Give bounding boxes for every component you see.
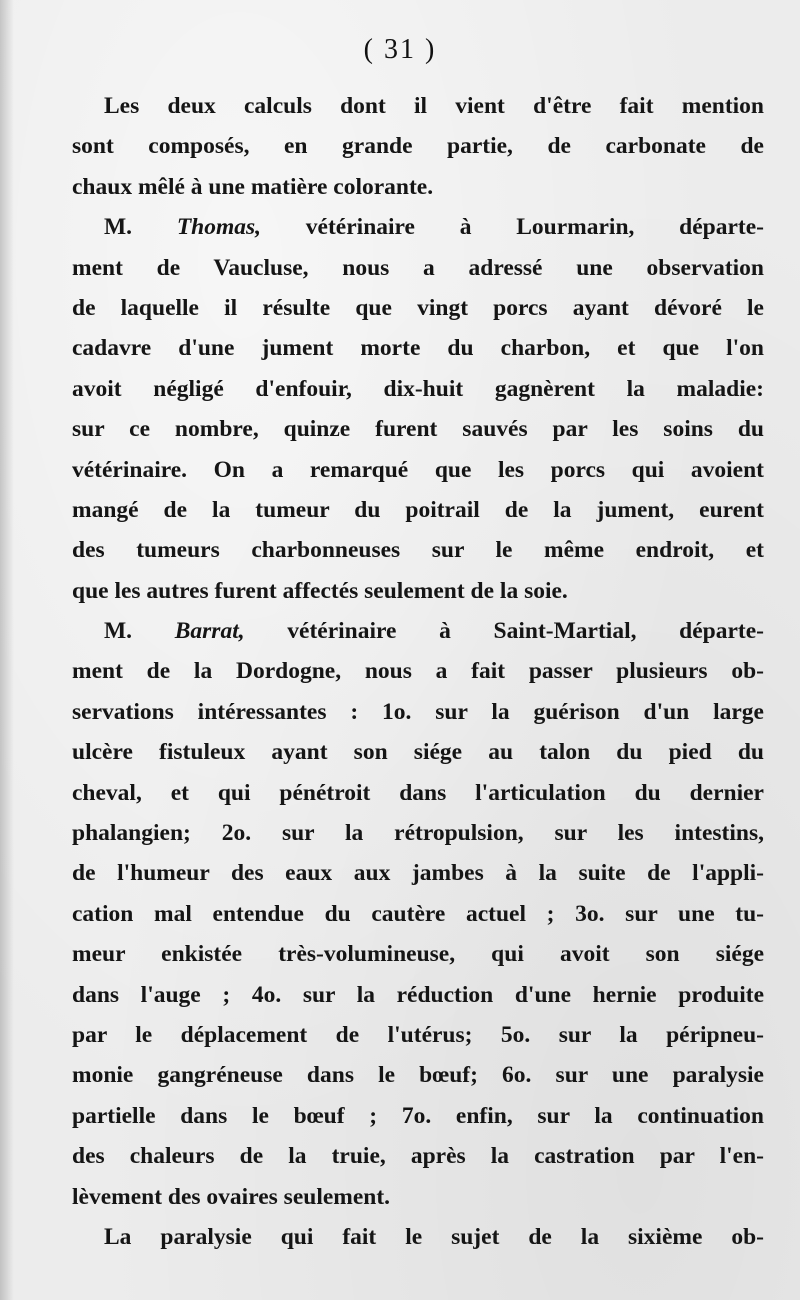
text-line: vétérinaire. On a remarqué que les porcs qui avoient: [72, 456, 764, 483]
text-line: [72, 207, 764, 247]
line-continuation: vétérinaire à Lourmarin, départe-: [261, 214, 764, 241]
text-line: dans l'auge ; 4o. sur la réduction d'une hernie produite: [72, 981, 764, 1008]
honorific: M.: [104, 214, 177, 241]
body-text: [72, 86, 764, 1257]
person-name-thomas: Thomas,: [176, 214, 262, 241]
text-line: Les deux calculs dont il vient d'être fait mention: [104, 93, 764, 119]
line-continuation: vétérinaire à Saint-Martial, départe-: [244, 618, 764, 645]
text-line: lèvement des ovaires seulement.: [72, 1183, 391, 1210]
text-line: ment de la Dordogne, nous a fait passer plusieurs ob-: [72, 658, 764, 685]
text-line: servations intéressantes : 1o. sur la guérison d'un large: [72, 698, 764, 725]
page-number: ( 31 ): [363, 34, 437, 65]
person-name-barrat: Barrat,: [174, 618, 245, 645]
text-line: sur ce nombre, quinze furent sauvés par les soins du: [72, 416, 764, 443]
text-line: [72, 611, 764, 651]
text-line: mangé de la tumeur du poitrail de la jument, eurent: [72, 496, 764, 523]
text-line: par le déplacement de l'utérus; 5o. sur la péripneu-: [72, 1021, 764, 1048]
text-line: de l'humeur des eaux aux jambes à la suite de l'appli-: [72, 860, 764, 887]
text-line: que les autres furent affectés seulement de la soie.: [72, 577, 568, 604]
text-line: partielle dans le bœuf ; 7o. enfin, sur la continuation: [72, 1102, 764, 1129]
text-line: ment de Vaucluse, nous a adressé une observation: [72, 254, 764, 281]
honorific: M.: [104, 618, 175, 645]
text-line: des tumeurs charbonneuses sur le même endroit, et: [72, 537, 764, 564]
text-line: de laquelle il résulte que vingt porcs ayant dévoré le: [72, 294, 764, 321]
text-line: ulcère fistuleux ayant son siége au talon du pied du: [72, 739, 764, 766]
page-gutter-shadow: [0, 0, 14, 1300]
text-line: meur enkistée très-volumineuse, qui avoit son siége: [72, 941, 764, 968]
text-line: cation mal entendue du cautère actuel ; 3o. sur une tu-: [72, 900, 764, 927]
text-line: La paralysie qui fait le sujet de la sixième ob-: [104, 1223, 764, 1250]
text-line: des chaleurs de la truie, après la castration par l'en-: [72, 1143, 764, 1170]
text-line: avoit négligé d'enfouir, dix-huit gagnèrent la maladie:: [72, 375, 764, 402]
text-line: cheval, et qui pénétroit dans l'articulation du dernier: [72, 779, 764, 806]
text-line: sont composés, en grande partie, de carbonate de: [72, 133, 764, 160]
text-line: phalangien; 2o. sur la rétropulsion, sur les intestins,: [72, 820, 764, 847]
text-line: monie gangréneuse dans le bœuf; 6o. sur une paralysie: [72, 1062, 764, 1089]
text-line: chaux mêlé à une matière colorante.: [72, 173, 434, 200]
text-line: cadavre d'une jument morte du charbon, et que l'on: [72, 335, 764, 362]
